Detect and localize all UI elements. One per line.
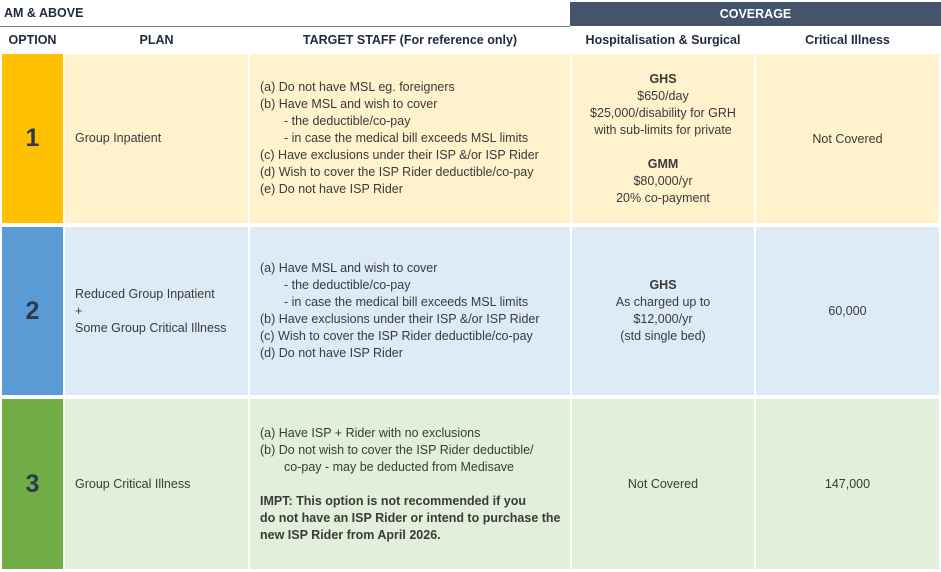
option-number: 1 [2, 54, 63, 223]
table-row [0, 399, 941, 569]
target-staff-list [260, 425, 561, 544]
section-divider [0, 26, 570, 27]
criteria-line: (c) Wish to cover the ISP Rider deductible/co-pay [260, 329, 533, 343]
hospitalisation-coverage [590, 71, 736, 207]
coverage-heading: GHS [649, 278, 677, 292]
important-note: new ISP Rider from April 2026. [260, 527, 441, 542]
coverage-line: $12,000/yr [633, 312, 693, 326]
plan-line: Group Critical Illness [75, 476, 191, 491]
target-staff-cell [250, 227, 570, 395]
hospitalisation-coverage [616, 277, 711, 345]
coverage-line: (std single bed) [620, 329, 706, 343]
header-plan: PLAN [139, 33, 174, 47]
coverage-line: $80,000/yr [633, 173, 693, 188]
important-note: IMPT: This option is not recommended if you [260, 493, 526, 508]
criteria-line: - in case the medical bill exceeds MSL limits [284, 295, 529, 309]
plan-cell [65, 399, 248, 569]
coverage-heading: GMM [647, 156, 679, 171]
hospitalisation-cell [572, 54, 754, 223]
table-row [0, 227, 941, 395]
criteria-line: (d) Do not have ISP Rider [260, 346, 403, 360]
criteria-line: (b) Do not wish to cover the ISP Rider deductible/ [260, 442, 534, 457]
header-hospitalisation: Hospitalisation & Surgical [585, 33, 741, 47]
spacer [260, 476, 561, 493]
plan-name [75, 130, 161, 147]
plan-line: Group Inpatient [75, 131, 162, 145]
table-row [0, 54, 941, 223]
header-critical-illness: Critical Illness [805, 33, 890, 47]
criteria-line: (b) Have MSL and wish to cover [260, 97, 438, 111]
criteria-line: (a) Do not have MSL eg. foreigners [260, 80, 455, 94]
coverage-line: $650/day [637, 88, 689, 103]
plan-line: Some Group Critical Illness [75, 320, 227, 335]
plan-name [75, 476, 190, 493]
coverage-line: Not Covered [627, 476, 699, 491]
table-top-band [0, 0, 941, 26]
hospitalisation-cell [572, 227, 754, 395]
criteria-line: (a) Have ISP + Rider with no exclusions [260, 425, 481, 440]
option-number: 2 [2, 227, 63, 395]
target-staff-list [260, 260, 540, 362]
coverage-line: $25,000/disability for GRH [590, 105, 736, 120]
header-target-staff: TARGET STAFF (For reference only) [302, 33, 518, 47]
criteria-line: (d) Wish to cover the ISP Rider deductible/co-pay [260, 165, 534, 179]
criteria-line: co-pay - may be deducted from Medisave [284, 459, 514, 474]
header-option: OPTION [8, 33, 57, 47]
criteria-line: - the deductible/co-pay [284, 114, 411, 128]
target-staff-cell [250, 54, 570, 223]
hospitalisation-coverage [628, 476, 698, 493]
plan-cell [65, 54, 248, 223]
coverage-heading: GHS [649, 71, 677, 86]
plan-line: Reduced Group Inpatient [75, 286, 215, 301]
plan-cell [65, 227, 248, 395]
hospitalisation-cell [572, 399, 754, 569]
coverage-header: COVERAGE [570, 2, 941, 26]
criteria-line: - in case the medical bill exceeds MSL limits [284, 131, 529, 145]
option-number: 3 [2, 399, 63, 569]
critical-illness-cell: 147,000 [756, 399, 939, 569]
important-note: do not have an ISP Rider or intend to purchase the [260, 510, 561, 525]
critical-illness-cell: 60,000 [756, 227, 939, 395]
criteria-line: (e) Do not have ISP Rider [260, 182, 403, 196]
plan-line: + [75, 303, 83, 318]
critical-illness-cell: Not Covered [756, 54, 939, 223]
coverage-line: As charged up to [615, 295, 711, 309]
criteria-line: (c) Have exclusions under their ISP &/or ISP Rider [260, 148, 539, 162]
target-staff-list [260, 79, 539, 198]
coverage-line: with sub-limits for private [594, 122, 732, 137]
plan-name [75, 286, 226, 337]
coverage-line: 20% co-payment [616, 190, 710, 205]
criteria-line: (a) Have MSL and wish to cover [260, 261, 438, 275]
target-staff-cell [250, 399, 570, 569]
criteria-line: (b) Have exclusions under their ISP &/or ISP Rider [260, 312, 540, 326]
section-title: AM & ABOVE [4, 6, 84, 20]
criteria-line: - the deductible/co-pay [284, 278, 411, 292]
